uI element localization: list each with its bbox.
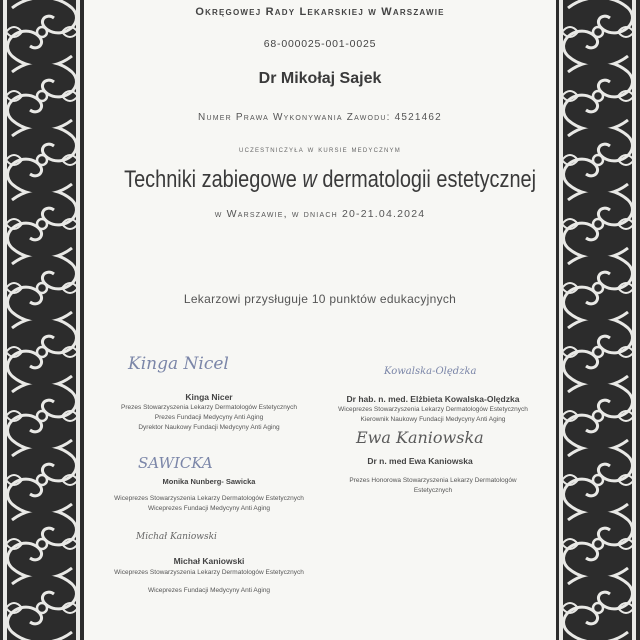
signer-5-role-1: Wiceprezes Stowarzyszenia Lekarzy Dermatologów Estetycznych xyxy=(114,569,304,576)
certificate-number: 68-000025-001-0025 xyxy=(263,38,377,50)
decorative-border-right xyxy=(556,0,640,640)
signer-name-3: Dr n. med Ewa Kaniowska xyxy=(367,456,473,466)
signer-name-2: Dr hab. n. med. Elżbieta Kowalska-Olędzka xyxy=(346,394,520,404)
issuer-line: Okręgowej Rady Lekarskiej w Warszawie xyxy=(195,6,445,18)
signer-4-role-1: Wiceprezes Stowarzyszenia Lekarzy Dermatologów Estetycznych xyxy=(114,495,304,502)
course-title-part1: Techniki zabiegowe xyxy=(124,166,297,193)
recipient-name: Dr Mikołaj Sajek xyxy=(258,70,382,87)
ornament-pattern-left xyxy=(0,0,84,640)
education-points: Lekarzowi przysługuje 10 punktów edukacyjnych xyxy=(183,292,457,306)
signature-ewa-kaniowska: Ewa Kaniowska xyxy=(356,428,484,447)
signer-name-1: Kinga Nicer xyxy=(185,392,233,402)
course-title-part2: dermatologii estetycznej xyxy=(322,166,537,193)
course-title xyxy=(124,166,537,194)
signer-1-role-3: Dyrektor Naukowy Fundacji Medycyny Anti Aging xyxy=(138,424,280,431)
signer-3-role-2: Estetycznych xyxy=(413,487,453,494)
ornament-pattern-right xyxy=(556,0,640,640)
signer-4-role-2: Wiceprezes Fundacji Medycyny Anti Aging xyxy=(147,505,271,512)
signer-2-role-2: Kierownik Naukowy Fundacji Medycyny Anti Aging xyxy=(360,416,506,423)
signer-5-role-2: Wiceprezes Fundacji Medycyny Anti Aging xyxy=(147,587,271,594)
signer-name-4: Monika Nunberg- Sawicka xyxy=(162,477,256,486)
signature-sawicka: SAWICKA xyxy=(138,454,213,472)
certificate-body xyxy=(84,0,556,640)
signer-name-5: Michał Kaniowski xyxy=(173,556,245,566)
signer-1-role-1: Prezes Stowarzyszenia Lekarzy Dermatologów Estetycznych xyxy=(121,404,297,411)
license-number-line: Numer Prawa Wykonywania Zawodu: 4521462 xyxy=(198,112,442,123)
course-title-conj: w xyxy=(302,166,317,193)
place-and-dates: w Warszawie, w dniach 20-21.04.2024 xyxy=(214,208,426,220)
participation-line: uczestniczyła w kursie medycznym xyxy=(239,144,401,154)
signer-1-role-2: Prezes Fundacji Medycyny Anti Aging xyxy=(154,414,264,421)
signature-kowalska-oledzka: Kowalska-Olędzka xyxy=(384,366,477,377)
signer-2-role-1: Wiceprezes Stowarzyszenia Lekarzy Dermatologów Estetycznych xyxy=(338,406,528,413)
decorative-border-left xyxy=(0,0,84,640)
signature-michal-kaniowski: Michał Kaniowski xyxy=(136,532,217,542)
signer-3-role-1: Prezes Honorowa Stowarzyszenia Lekarzy Dermatologów xyxy=(349,477,517,484)
signature-kinga-nicer: Kinga Nicel xyxy=(128,354,229,374)
